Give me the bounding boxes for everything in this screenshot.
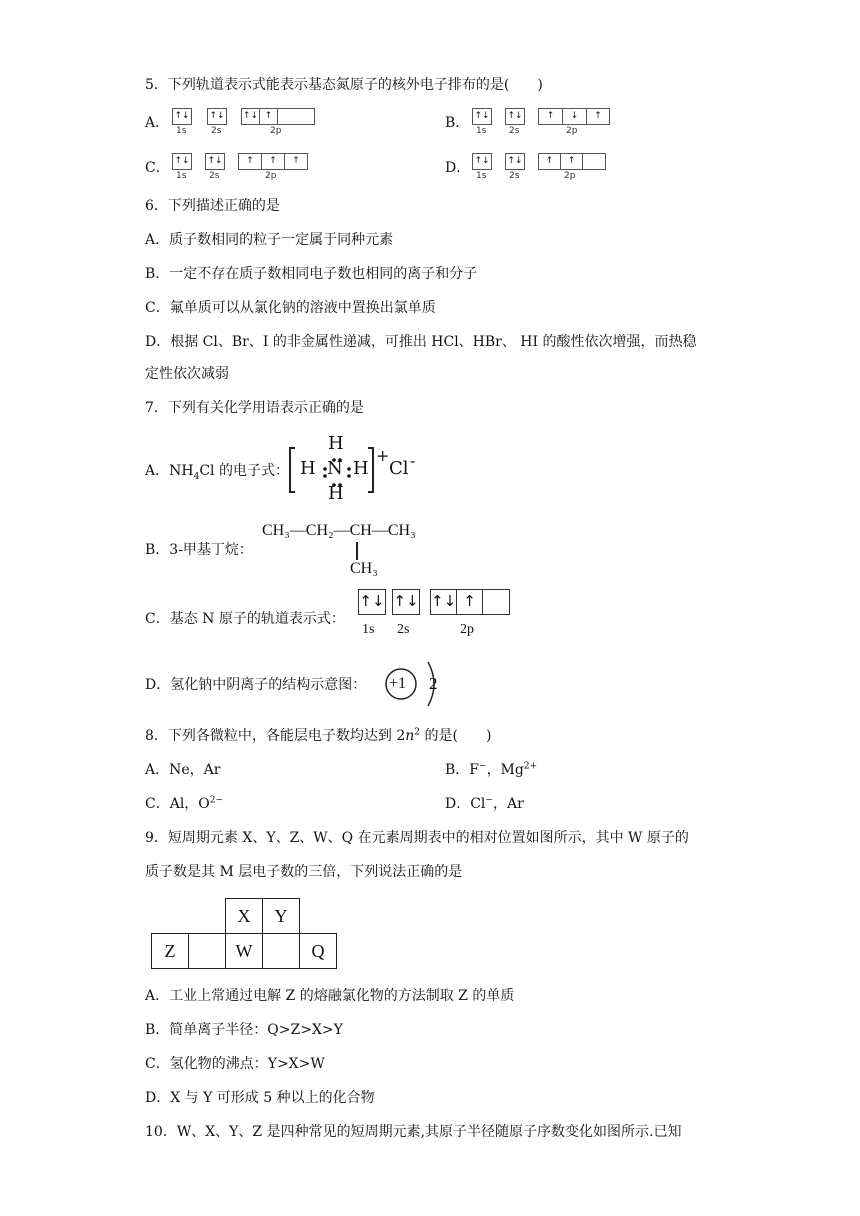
- q8-sup: 2: [414, 727, 421, 738]
- q5-option-c-label: C．: [145, 160, 170, 176]
- orbital-2s: ↑↓: [507, 111, 523, 121]
- orbital-1s: ↑↓: [174, 156, 190, 166]
- cell-empty: [189, 934, 226, 969]
- orbital-2p-1: ↑: [539, 154, 561, 169]
- n-atom: N: [327, 458, 343, 479]
- q6-option-b: B．一定不存在质子数相同电子数也相同的离子和分子: [145, 266, 478, 282]
- q7-option-d: D．氢化钠中阴离子的结构示意图：: [145, 677, 367, 693]
- orbital-2p-1: ↑↓: [431, 590, 457, 614]
- label-2p: 2p: [564, 171, 576, 181]
- q6-option-c: C．氟单质可以从氯化钠的溶液中置换出氯单质: [145, 300, 436, 316]
- cl-atom: Cl: [389, 458, 409, 479]
- label-2p: 2p: [460, 622, 474, 637]
- q9-option-d: D．X 与 Y 可形成 5 种以上的化合物: [145, 1090, 375, 1106]
- label-2s: 2s: [509, 171, 520, 181]
- cell-z: Z: [152, 934, 189, 969]
- q8-b-sup2: 2+: [523, 761, 538, 772]
- orbital-2p-3: [583, 154, 605, 169]
- q10-stem: 10．W、X、Y、Z 是四种常见的短周期元素,其原子半径随原子序数变化如图所示.已知: [145, 1124, 682, 1140]
- label-2s: 2s: [509, 126, 520, 136]
- orbital-2p-3: ↑: [594, 111, 602, 121]
- q7-option-b: B．3-甲基丁烷：: [145, 542, 253, 558]
- orbital-2s: ↑↓: [393, 592, 419, 610]
- h-left: H: [300, 458, 316, 479]
- orbital-2s: ↑↓: [209, 111, 225, 121]
- orbital-2p-3: [278, 109, 314, 124]
- q8-d-text2: ，Ar: [492, 796, 524, 812]
- q5-option-a-label: A．: [145, 115, 170, 131]
- label-2s: 2s: [211, 126, 222, 136]
- q8-stem: [145, 727, 491, 745]
- q7-a-text2: Cl 的电子式：: [199, 463, 289, 479]
- q8-d-sup: −: [485, 795, 493, 806]
- q5-option-d-label: D．: [445, 160, 471, 176]
- q9-stem-line2: 质子数是其 M 层电子数的三倍，下列说法正确的是: [145, 864, 463, 880]
- q9-option-b: B．简单离子半径：Q>Z>X>Y: [145, 1022, 343, 1038]
- cell-w: W: [226, 934, 263, 969]
- q8-stem-text: 8．下列各微粒中，各能层电子数均达到 2: [145, 728, 406, 744]
- q6-option-d-cont: 定性依次减弱: [145, 366, 229, 382]
- q9-option-a: A．工业上常通过电解 Z 的熔融氯化物的方法制取 Z 的单质: [145, 988, 515, 1004]
- orbital-2p-1: ↑: [239, 154, 262, 169]
- q5-option-b-label: B．: [445, 115, 470, 131]
- charge-minus: -: [410, 451, 416, 470]
- q7-option-a: [145, 462, 289, 480]
- cell-x: X: [226, 899, 263, 934]
- orbital-1s: ↑↓: [174, 111, 190, 121]
- q8-b-text: B．F: [445, 762, 480, 778]
- q6-stem: 6．下列描述正确的是: [145, 198, 280, 214]
- orbital-2p-1: ↑: [539, 109, 563, 124]
- orbital-2p-2: ↑: [260, 109, 278, 124]
- orbital-2p-1: ↑↓: [242, 109, 260, 124]
- q8-option-c: [145, 795, 223, 813]
- q8-d-text: D．Cl: [445, 796, 486, 812]
- charge-plus: +: [376, 446, 390, 465]
- orbital-1s: ↑↓: [474, 156, 490, 166]
- orbital-1s: ↑↓: [474, 111, 490, 121]
- cell-empty: [263, 934, 300, 969]
- q7-option-c: C．基态 N 原子的轨道表示式：: [145, 611, 345, 627]
- q9-stem-line1: 9．短周期元素 X、Y、Z、W、Q 在元素周期表中的相对位置如图所示，其中 W 原子的: [145, 830, 689, 846]
- cell-q: Q: [300, 934, 337, 969]
- label-2p: 2p: [265, 171, 277, 181]
- label-2s: 2s: [397, 622, 410, 637]
- label-1s: 1s: [176, 126, 187, 136]
- h-right: H: [353, 458, 369, 479]
- main-chain: CH₃—CH₂—CH—CH₃: [262, 522, 416, 539]
- q5-stem: 5．下列轨道表示式能表示基态氮原子的核外电子排布的是( ): [145, 77, 543, 93]
- orbital-2p-3: ↑: [292, 156, 300, 166]
- h-bottom: H: [328, 483, 344, 504]
- q8-option-d: [445, 795, 524, 813]
- q8-option-b: [445, 761, 537, 779]
- orbital-2s: ↑↓: [207, 156, 223, 166]
- orbital-2p-2: ↓: [563, 109, 587, 124]
- q9-option-c: C．氢化物的沸点：Y>X>W: [145, 1056, 325, 1072]
- orbital-1s: ↑↓: [359, 592, 385, 610]
- q8-b-sup1: −: [479, 761, 487, 772]
- orbital-2s: ↑↓: [507, 156, 523, 166]
- q8-c-sup: 2−: [209, 795, 224, 806]
- branch-ch3: CH₃: [350, 560, 378, 577]
- q8-option-a: A．Ne，Ar: [145, 762, 221, 778]
- q8-n: n: [405, 728, 415, 744]
- q8-b-text2: ，Mg: [486, 762, 524, 778]
- q8-stem-text2: 的是( ): [420, 728, 492, 744]
- label-1s: 1s: [362, 622, 375, 637]
- shell-electrons: 2: [429, 674, 438, 693]
- h-top: H: [328, 433, 344, 454]
- orbital-2p-3: [483, 590, 509, 614]
- q6-option-d: D．根据 Cl、Br、I 的非金属性递减，可推出 HCl、HBr、 HI 的酸性依次增强，而热稳: [145, 334, 697, 350]
- periodic-table-fragment: [151, 898, 337, 969]
- label-1s: 1s: [476, 171, 487, 181]
- label-1s: 1s: [176, 171, 187, 181]
- label-2p: 2p: [270, 126, 282, 136]
- q7-a-subscript: 4: [193, 471, 200, 482]
- q8-c-text: C．Al，O: [145, 796, 210, 812]
- q7-a-text: A．NH: [145, 463, 194, 479]
- orbital-2p-2: ↑: [262, 154, 285, 169]
- orbital-2p-2: ↑: [457, 590, 483, 614]
- q6-option-a: A．质子数相同的粒子一定属于同种元素: [145, 232, 394, 248]
- orbital-2p-2: ↑: [561, 154, 583, 169]
- q7-stem: 7．下列有关化学用语表示正确的是: [145, 400, 364, 416]
- label-1s: 1s: [476, 126, 487, 136]
- cell-y: Y: [263, 899, 300, 934]
- label-2p: 2p: [566, 126, 578, 136]
- nucleus-charge: +1: [389, 675, 407, 692]
- label-2s: 2s: [209, 171, 220, 181]
